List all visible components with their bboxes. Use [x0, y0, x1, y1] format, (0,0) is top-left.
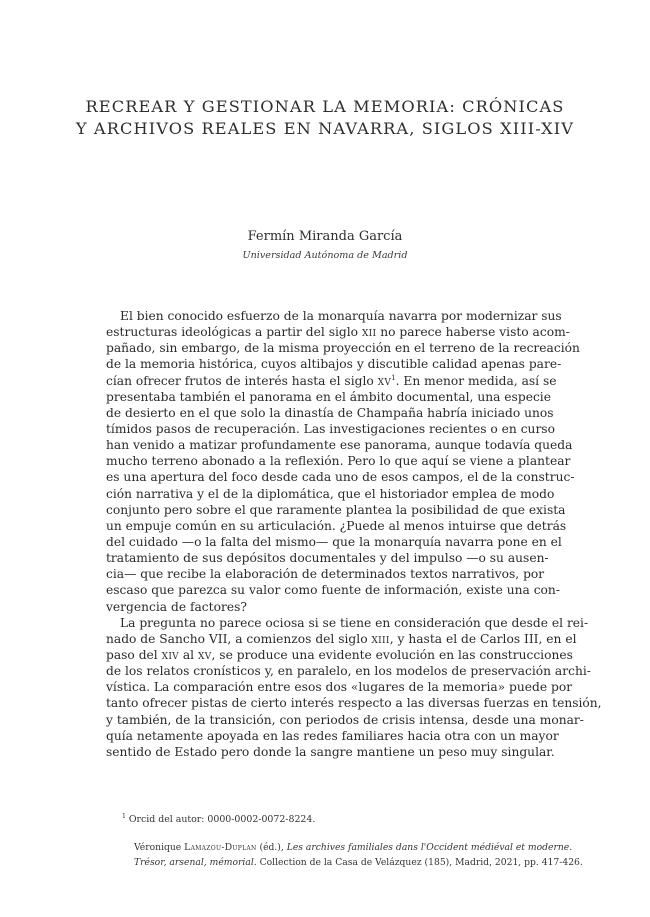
paragraph-1-line: de la memoria histórica, cuyos altibajos y discutible calidad apenas pare-: [106, 357, 562, 372]
author-name: Fermín Miranda García: [247, 229, 403, 244]
chapter-title: [60, 96, 590, 140]
paragraph-1-line: conjunto pero sobre el que raramente plantea la posibilidad de que exista: [106, 502, 566, 517]
citation: [134, 840, 583, 870]
paragraph-1-line: del cuidado —o la falta del mismo— que la monarquía navarra pone en el: [106, 534, 562, 549]
paragraph-2-line: de los relatos cronísticos y, en paralelo, en los modelos de preservación archi-: [106, 664, 591, 679]
paragraph-1-line: ción narrativa y el de la diplomática, que el historiador emplea de modo: [106, 486, 555, 501]
citation-line-2: Trésor, arsenal, mémorial. Collection de la Casa de Velázquez (185), Madrid, 2021, pp. 417-426.: [134, 857, 583, 868]
paragraph-1-line: tratamiento de sus depósitos documentales y del impulso —o su ausen-: [106, 551, 549, 566]
chapter-title-line-2: Y ARCHIVOS REALES EN NAVARRA, SIGLOS XIII-XIV: [75, 119, 575, 138]
paragraph-2-line: sentido de Estado pero donde la sangre mantiene un peso muy singular.: [106, 744, 555, 759]
footnote-text: Orcid del autor: 0000-0002-0072-8224.: [128, 814, 316, 825]
author-affiliation: Universidad Autónoma de Madrid: [242, 250, 408, 261]
paragraph-1-line: tímidos pasos de recuperación. Las investigaciones recientes o en curso: [106, 421, 555, 436]
paragraph-1-line: vergencia de factores?: [106, 599, 247, 614]
footnote-reference[interactable]: 1: [391, 373, 396, 382]
paragraph-2-line: tanto ofrecer pistas de cierto interés respecto a las diversas fuerzas en tensión,: [106, 696, 602, 711]
paragraph-2-line: y también, de la transición, con periodos de crisis intensa, desde una monar-: [106, 712, 584, 727]
paragraph-1-line: es una apertura del foco desde cada uno de esos campos, el de la construc-: [106, 470, 575, 485]
paragraph-1-line: de desierto en el que solo la dinastía de Champaña habría iniciado unos: [106, 405, 554, 420]
paragraph-2-line: quía netamente apoyada en las redes familiares hacia otra con un mayor: [106, 728, 559, 743]
paragraph-1-line: pañado, sin embargo, de la misma proyección en el terreno de la recreación: [106, 341, 580, 356]
footnote-marker: 1: [122, 813, 126, 820]
paragraph-1-line: estructuras ideológicas a partir del siglo xii no parece haberse visto acom-: [106, 325, 570, 340]
paragraph-1-line: mucho terreno abonado a la reflexión. Pero lo que aquí se viene a plantear: [106, 454, 571, 469]
paragraph-1-line: cia— que recibe la elaboración de determinados textos narrativos, por: [106, 567, 545, 582]
paragraph-1-line: escaso que parezca su valor como fuente de información, existe una con-: [106, 583, 560, 598]
chapter-title-line-1: RECREAR Y GESTIONAR LA MEMORIA: CRÓNICAS: [85, 97, 565, 116]
paragraph-2-line: paso del xiv al xv, se produce una evidente evolución en las construcciones: [106, 647, 573, 662]
paragraph-1-line: han venido a matizar profundamente ese panorama, aunque todavía queda: [106, 438, 573, 453]
paragraph-2-line: nado de Sancho VII, a comienzos del siglo xiii, y hasta el de Carlos III, en el: [106, 631, 577, 646]
paragraph-1-line: un empuje común en su articulación. ¿Puede al menos intuirse que detrás: [106, 518, 567, 533]
paragraph-2-line: vística. La comparación entre esos dos «lugares de la memoria» puede por: [106, 680, 573, 695]
paragraph-1-line: cían ofrecer frutos de interés hasta el siglo $xv^1$. En menor medida, así se: [106, 373, 557, 388]
citation-line-1: Véronique Lamazou-Duplan (éd.), Les archives familiales dans l'Occident médiéval et moderne.: [134, 842, 573, 853]
footnote: [122, 814, 542, 825]
body-text: [106, 308, 602, 760]
paragraph-1-line: presentaba también el panorama en el ámbito documental, una especie: [106, 389, 551, 404]
paragraph-1-line: El bien conocido esfuerzo de la monarquía navarra por modernizar sus: [120, 309, 562, 323]
paragraph-2-line: La pregunta no parece ociosa si se tiene en consideración que desde el rei-: [120, 615, 589, 630]
